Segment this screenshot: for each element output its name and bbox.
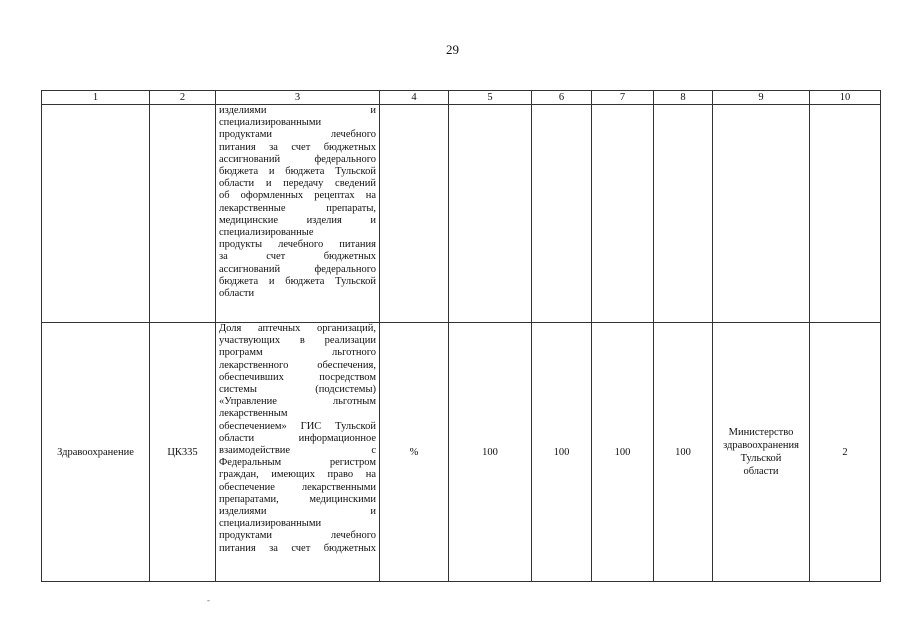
table-cell bbox=[713, 105, 810, 323]
description-line: граждан, имеющих право на bbox=[219, 469, 376, 481]
responsible-line: Тульской bbox=[740, 453, 782, 464]
indicator-description bbox=[216, 105, 380, 323]
description-line: питания за счет бюджетных bbox=[219, 542, 376, 554]
description-line: Доля аптечных организаций, bbox=[219, 323, 376, 334]
value-cell: 100 bbox=[654, 323, 713, 582]
value-cell: 100 bbox=[532, 323, 592, 582]
table-cell bbox=[42, 105, 150, 323]
description-line: системы (подсистемы) bbox=[219, 384, 376, 396]
responsible-line: здравоохранения bbox=[723, 440, 799, 451]
header-cell: 4 bbox=[380, 91, 449, 105]
description-line: об оформленных рецептах на bbox=[219, 190, 376, 202]
responsible-cell bbox=[713, 323, 810, 582]
header-cell: 1 bbox=[42, 91, 150, 105]
table-cell bbox=[654, 105, 713, 323]
description-line: продуктами лечебного bbox=[219, 530, 376, 542]
description-line: за счет бюджетных bbox=[219, 251, 376, 263]
description-line: обеспечивших посредством bbox=[219, 371, 376, 383]
table-cell bbox=[449, 105, 532, 323]
description-line: «Управление льготным bbox=[219, 396, 376, 408]
header-cell: 8 bbox=[654, 91, 713, 105]
unit-cell: % bbox=[380, 323, 449, 582]
description-line: питания за счет бюджетных bbox=[219, 141, 376, 153]
description-line: специализированные bbox=[219, 227, 314, 239]
table-row bbox=[42, 323, 881, 582]
header-cell: 5 bbox=[449, 91, 532, 105]
description-line: участвующих в реализации bbox=[219, 335, 376, 347]
description-line: изделиями и bbox=[219, 105, 376, 116]
responsible-line: Министерство bbox=[728, 427, 794, 438]
description-line: специализированными bbox=[219, 117, 322, 129]
table-row bbox=[42, 105, 881, 323]
description-line: медицинские изделия и bbox=[219, 214, 376, 226]
description-line: бюджета и бюджета Тульской bbox=[219, 166, 376, 178]
code-cell: ЦК335 bbox=[150, 323, 216, 582]
value-cell: 100 bbox=[449, 323, 532, 582]
header-cell: 2 bbox=[150, 91, 216, 105]
description-line: препаратами, медицинскими bbox=[219, 493, 376, 505]
table-cell bbox=[380, 105, 449, 323]
description-line: продукты лечебного питания bbox=[219, 239, 376, 251]
table-cell bbox=[810, 105, 881, 323]
description-line: продуктами лечебного bbox=[219, 129, 376, 141]
value-cell: 2 bbox=[810, 323, 881, 582]
description-line: программ льготного bbox=[219, 347, 376, 359]
description-line: изделиями и bbox=[219, 506, 376, 518]
table-cell bbox=[532, 105, 592, 323]
description-line: лекарственные препараты, bbox=[219, 202, 376, 214]
description-line: области и передачу сведений bbox=[219, 178, 376, 190]
header-cell: 3 bbox=[216, 91, 380, 105]
description-line: обеспечение лекарственными bbox=[219, 481, 376, 493]
description-line: ассигнований федерального bbox=[219, 263, 376, 275]
header-cell: 10 bbox=[810, 91, 881, 105]
footer-mark: - bbox=[207, 595, 210, 605]
description-line: ассигнований федерального bbox=[219, 153, 376, 165]
header-cell: 7 bbox=[592, 91, 654, 105]
page-number: 29 bbox=[446, 42, 459, 57]
responsible-line: области bbox=[743, 466, 779, 477]
header-cell: 9 bbox=[713, 91, 810, 105]
description-line: Федеральным регистром bbox=[219, 457, 376, 469]
description-line: обеспечением» ГИС Тульской bbox=[219, 420, 376, 432]
header-row bbox=[42, 91, 881, 105]
indicator-table bbox=[41, 90, 881, 582]
description-line: лекарственным bbox=[219, 408, 288, 420]
value-cell: 100 bbox=[592, 323, 654, 582]
table-cell bbox=[592, 105, 654, 323]
description-line: области информационное bbox=[219, 432, 376, 444]
indicator-description bbox=[216, 323, 380, 582]
sector-cell: Здравоохранение bbox=[42, 323, 150, 582]
description-line: бюджета и бюджета Тульской bbox=[219, 275, 376, 287]
description-line: лекарственного обеспечения, bbox=[219, 359, 376, 371]
table-cell bbox=[150, 105, 216, 323]
header-cell: 6 bbox=[532, 91, 592, 105]
description-line: области bbox=[219, 288, 255, 300]
description-line: взаимодействие с bbox=[219, 445, 376, 457]
description-line: специализированными bbox=[219, 518, 322, 530]
